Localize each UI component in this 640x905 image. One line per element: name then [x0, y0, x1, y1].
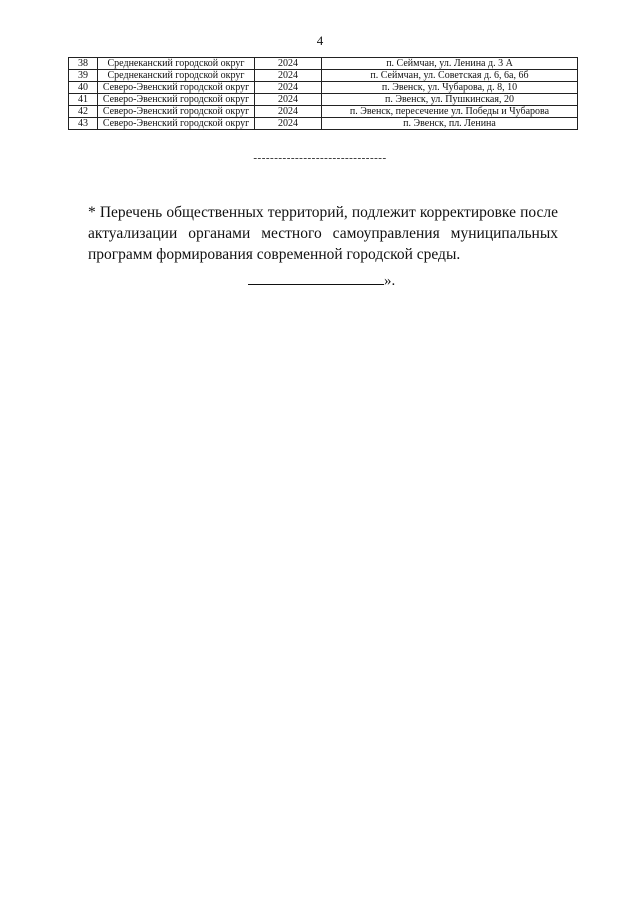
address-cell: п. Эвенск, пл. Ленина	[322, 118, 578, 130]
row-number-cell: 43	[69, 118, 98, 130]
row-number-cell: 39	[69, 70, 98, 82]
dash-separator: --------------------------------	[253, 152, 387, 164]
year-cell: 2024	[255, 94, 322, 106]
address-cell: п. Сеймчан, ул. Ленина д. 3 А	[322, 58, 578, 70]
address-cell: п. Сеймчан, ул. Советская д. 6, 6а, 6б	[322, 70, 578, 82]
table-row	[69, 106, 578, 118]
year-cell: 2024	[255, 118, 322, 130]
closing-quote: ».	[384, 273, 396, 289]
district-cell: Северо-Эвенский городской округ	[98, 82, 255, 94]
district-cell: Среднеканский городской округ	[98, 58, 255, 70]
address-cell: п. Эвенск, пересечение ул. Победы и Чубарова	[322, 106, 578, 118]
row-number-cell: 40	[69, 82, 98, 94]
address-cell: п. Эвенск, ул. Чубарова, д. 8, 10	[322, 82, 578, 94]
district-cell: Среднеканский городской округ	[98, 70, 255, 82]
table-row	[69, 82, 578, 94]
territories-table-body	[69, 58, 578, 130]
year-cell: 2024	[255, 106, 322, 118]
page-number: 4	[316, 33, 324, 48]
row-number-cell: 42	[69, 106, 98, 118]
year-cell: 2024	[255, 70, 322, 82]
row-number-cell: 38	[69, 58, 98, 70]
district-cell: Северо-Эвенский городской округ	[98, 118, 255, 130]
year-cell: 2024	[255, 82, 322, 94]
table-row	[69, 118, 578, 130]
closing-line	[248, 270, 395, 290]
footnote-text: * Перечень общественных территорий, подлежит корректировке после актуализации органами местного самоуправления муниципальных программ формирования современной городской среды.	[88, 203, 558, 263]
district-cell: Северо-Эвенский городской округ	[98, 106, 255, 118]
territories-table	[68, 57, 578, 130]
table-row	[69, 94, 578, 106]
table-row	[69, 58, 578, 70]
address-cell: п. Эвенск, ул. Пушкинская, 20	[322, 94, 578, 106]
table-row	[69, 70, 578, 82]
year-cell: 2024	[255, 58, 322, 70]
signature-blank-line	[248, 270, 384, 285]
district-cell: Северо-Эвенский городской округ	[98, 94, 255, 106]
row-number-cell: 41	[69, 94, 98, 106]
